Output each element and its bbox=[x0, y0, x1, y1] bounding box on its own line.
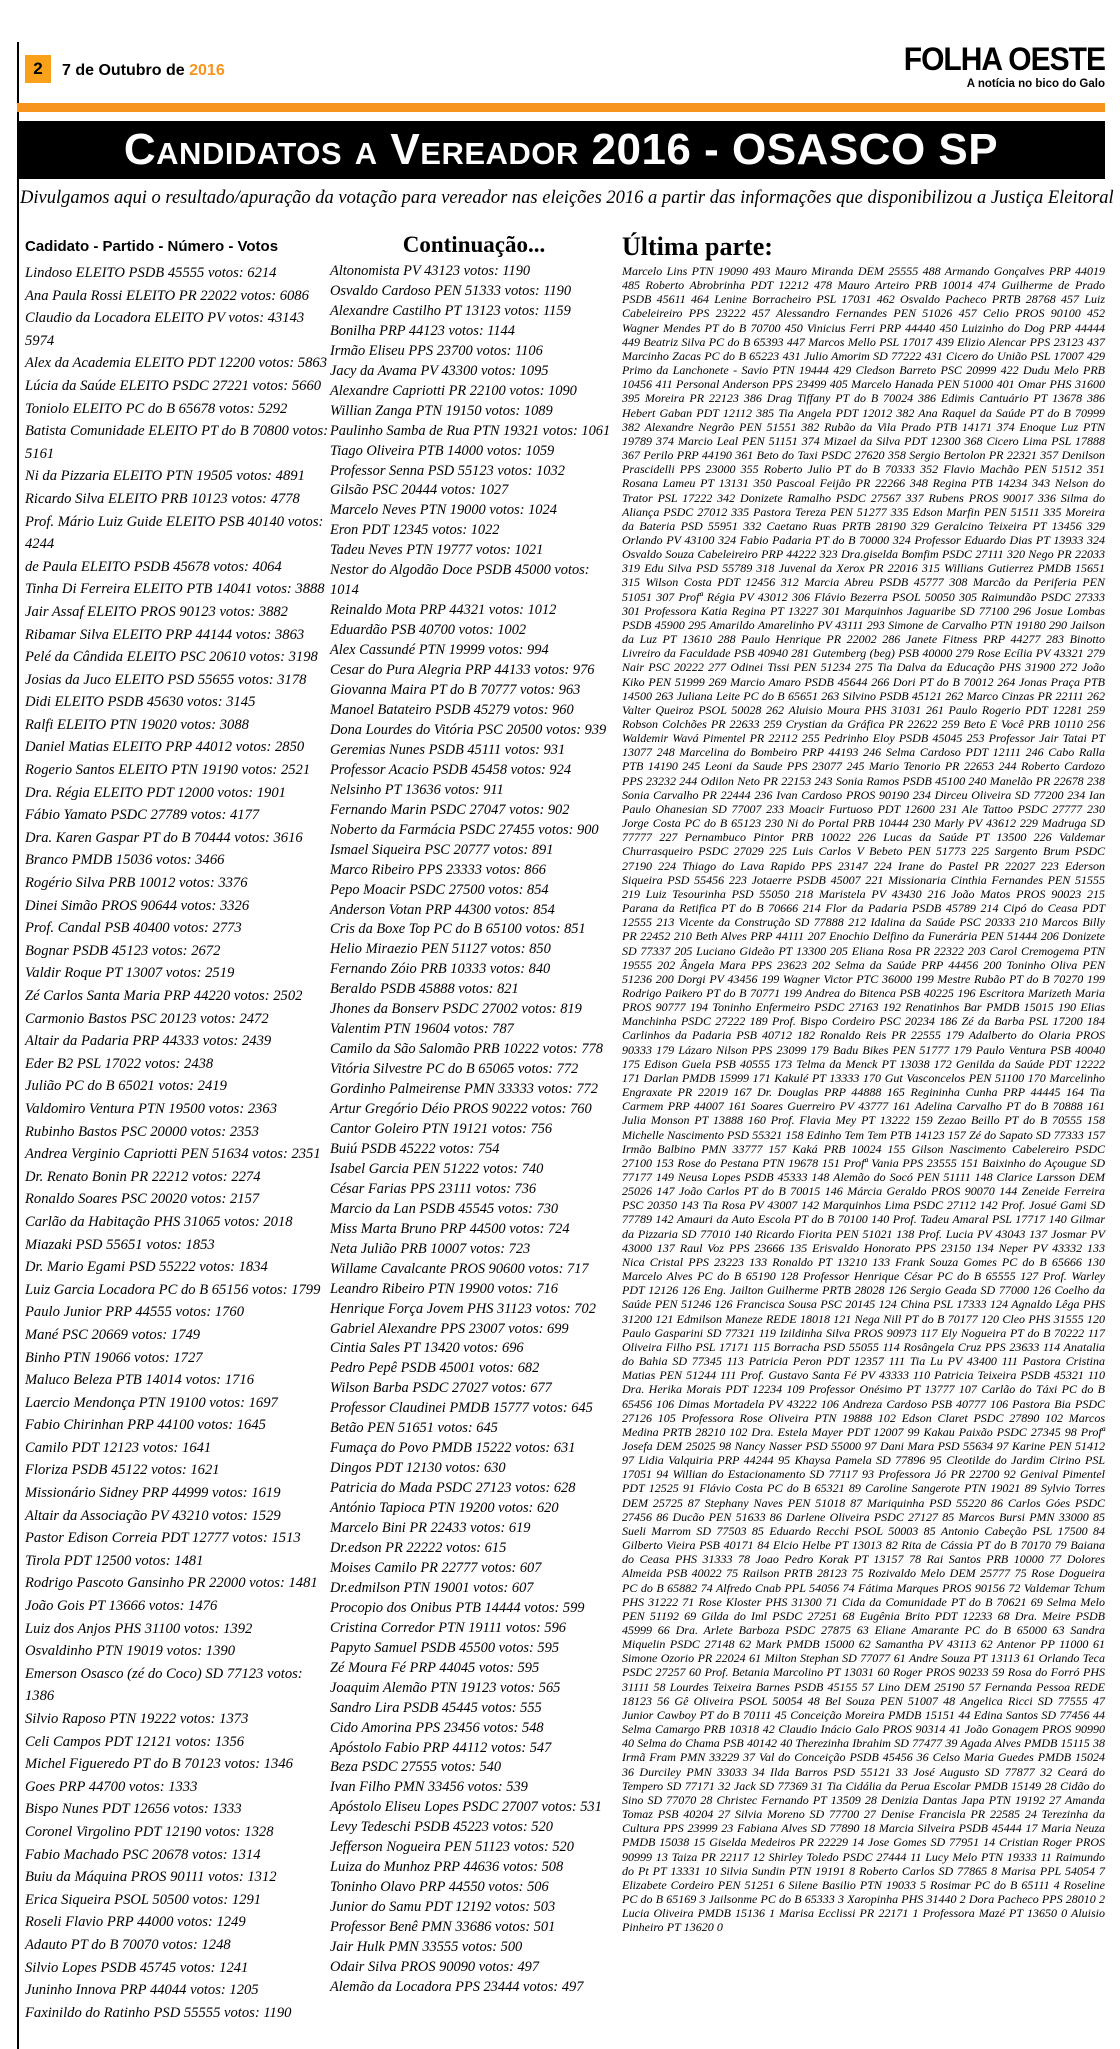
candidate-line: Dr.edmilson PTN 19001 votos: 607 bbox=[330, 1579, 534, 1596]
candidate-line: Batista Comunidade ELEITO PT do B 70800 votos: 5161 bbox=[25, 423, 329, 462]
date-text: 7 de Outubro de bbox=[62, 62, 190, 79]
candidate-line: Pedro Pepê PSDB 45001 votos: 682 bbox=[330, 1360, 540, 1377]
candidate-line: Cris da Boxe Top PC do B 65100 votos: 851 bbox=[330, 921, 586, 938]
candidate-line: Nelsinho PT 13636 votos: 911 bbox=[330, 781, 504, 798]
candidate-line: Noberto da Farmácia PSDC 27455 votos: 900 bbox=[330, 821, 599, 838]
candidate-line: Ronaldo Soares PSC 20020 votos: 2157 bbox=[25, 1191, 260, 1208]
candidate-line: Dr. Renato Bonin PR 22212 votos: 2274 bbox=[25, 1168, 261, 1185]
candidate-line: Fabio Chirinhan PRP 44100 votos: 1645 bbox=[25, 1417, 266, 1434]
column-results-1 bbox=[25, 232, 330, 2024]
candidate-line: Marcio da Lan PSDB 45545 votos: 730 bbox=[330, 1200, 559, 1217]
candidate-line: Marco Ribeiro PPS 23333 votos: 866 bbox=[330, 861, 546, 878]
candidate-line: Pastor Edison Correia PDT 12777 votos: 1513 bbox=[25, 1530, 301, 1547]
candidate-line: Zé Moura Fé PRP 44045 votos: 595 bbox=[330, 1659, 540, 1676]
candidate-line: Tadeu Neves PTN 19777 votos: 1021 bbox=[330, 542, 544, 559]
candidate-line: Camilo PDT 12123 votos: 1641 bbox=[25, 1439, 212, 1456]
candidate-line: Joaquim Alemão PTN 19123 votos: 565 bbox=[330, 1679, 561, 1696]
column3-header: Última parte: bbox=[622, 232, 773, 261]
candidate-line: Willame Cavalcante PROS 90600 votos: 717 bbox=[330, 1260, 589, 1277]
candidate-line: Didi ELEITO PSDB 45630 votos: 3145 bbox=[25, 694, 256, 711]
candidate-line: Henrique Força Jovem PHS 31123 votos: 702 bbox=[330, 1300, 596, 1317]
candidate-line: Coronel Virgolino PDT 12190 votos: 1328 bbox=[25, 1823, 274, 1840]
candidate-line: João Gois PT 13666 votos: 1476 bbox=[25, 1598, 218, 1615]
candidate-line: Cesar do Pura Alegria PRP 44133 votos: 976 bbox=[330, 662, 595, 679]
candidate-line: Roseli Flavio PRP 44000 votos: 1249 bbox=[25, 1914, 246, 1931]
candidate-line: Jefferson Nogueira PEN 51123 votos: 520 bbox=[330, 1839, 574, 1856]
candidate-line: Silvio Raposo PTN 19222 votos: 1373 bbox=[25, 1711, 249, 1727]
candidate-line: Cintia Sales PT 13420 votos: 696 bbox=[330, 1340, 524, 1357]
candidate-line: Professor Benê PMN 33686 votos: 501 bbox=[330, 1919, 556, 1936]
candidate-line: Levy Tedeschi PSDB 45223 votos: 520 bbox=[330, 1819, 553, 1836]
candidate-line: Marcelo Neves PTN 19000 votos: 1024 bbox=[330, 502, 557, 519]
candidate-line: Alexandre Castilho PT 13123 votos: 1159 bbox=[330, 302, 571, 319]
candidate-line: Alemão da Locadora PPS 23444 votos: 497 bbox=[330, 1978, 584, 1995]
candidate-line: Josias da Juco ELEITO PSD 55655 votos: 3178 bbox=[25, 671, 307, 688]
candidate-line: Floriza PSDB 45122 votos: 1621 bbox=[25, 1462, 220, 1479]
candidate-line: Buiú PSDB 45222 votos: 754 bbox=[330, 1140, 500, 1157]
candidate-line: Luiza do Munhoz PRP 44636 votos: 508 bbox=[330, 1859, 564, 1876]
candidate-line: Marcelo Bini PR 22433 votos: 619 bbox=[330, 1520, 531, 1537]
candidate-line: Laercio Mendonça PTN 19100 votos: 1697 bbox=[25, 1394, 278, 1411]
header-accent-bar bbox=[17, 103, 1105, 112]
masthead-tagline: A notícia no bico do Galo bbox=[966, 78, 1105, 90]
candidate-line: Dra. Régia ELEITO PDT 12000 votos: 1901 bbox=[25, 784, 286, 801]
candidate-line: Bonilha PRP 44123 votos: 1144 bbox=[330, 322, 515, 339]
column1-list bbox=[25, 262, 330, 2024]
candidate-line: de Paula ELEITO PSDB 45678 votos: 4064 bbox=[25, 558, 282, 575]
date-year: 2016 bbox=[189, 62, 225, 79]
candidate-line: Fumaça do Povo PMDB 15222 votos: 631 bbox=[330, 1440, 576, 1457]
candidate-line: Ni da Pizzaria ELEITO PTN 19505 votos: 4891 bbox=[25, 468, 305, 485]
candidate-line: Altair da Padaria PRP 44333 votos: 2439 bbox=[25, 1033, 272, 1050]
candidate-line: Lindoso ELEITO PSDB 45555 votos: 6214 bbox=[25, 265, 277, 281]
candidate-line: Artur Gregório Déio PROS 90222 votos: 760 bbox=[330, 1101, 592, 1118]
candidate-line: Tinha Di Ferreira ELEITO PTB 14041 votos: 3888 bbox=[25, 581, 325, 598]
candidate-line: Osvaldo Cardoso PEN 51333 votos: 1190 bbox=[330, 282, 572, 299]
candidate-line: Ribamar Silva ELEITO PRP 44144 votos: 3863 bbox=[25, 626, 305, 643]
candidate-line: Branco PMDB 15036 votos: 3466 bbox=[25, 852, 225, 869]
candidate-line: Fernando Marin PSDC 27047 votos: 902 bbox=[330, 801, 570, 818]
candidate-line: César Farias PPS 23111 votos: 736 bbox=[330, 1180, 537, 1197]
column2-list bbox=[330, 262, 618, 1998]
candidate-line: Jhones da Bonserv PSDC 27002 votos: 819 bbox=[330, 1001, 582, 1018]
candidate-line: Dr. Mario Egami PSD 55222 votos: 1834 bbox=[25, 1259, 268, 1276]
candidate-line: Ricardo Silva ELEITO PRB 10123 votos: 4778 bbox=[25, 490, 300, 507]
candidate-line: Giovanna Maira PT do B 70777 votos: 963 bbox=[330, 682, 581, 699]
candidate-line: Jair Hulk PMN 33555 votos: 500 bbox=[330, 1939, 523, 1956]
section-subtitle: Divulgamos aqui o resultado/apuração da votação para vereador nas eleições 2016 a partir das informações que disponibilizou a Justiça Eleitoral bbox=[20, 188, 1114, 208]
column1-header: Cadidato - Partido - Número - Votos bbox=[25, 238, 279, 255]
candidate-line: Fabio Machado PSC 20678 votos: 1314 bbox=[25, 1846, 261, 1863]
candidate-line: Goes PRP 44700 votos: 1333 bbox=[25, 1778, 198, 1795]
candidate-line: Valentim PTN 19604 votos: 787 bbox=[330, 1021, 514, 1038]
candidate-line: Dingos PDT 12130 votos: 630 bbox=[330, 1460, 506, 1477]
candidate-line: Valdomiro Ventura PTN 19500 votos: 2363 bbox=[25, 1100, 278, 1117]
candidate-line: Ismael Siqueira PSC 20777 votos: 891 bbox=[330, 841, 554, 858]
candidate-line: Bispo Nunes PDT 12656 votos: 1333 bbox=[25, 1801, 242, 1818]
candidate-line: Professor Senna PSD 55123 votos: 1032 bbox=[330, 462, 565, 479]
candidate-line: Eder B2 PSL 17022 votos: 2438 bbox=[25, 1055, 214, 1072]
candidate-line: Geremias Nunes PSDB 45111 votos: 931 bbox=[330, 741, 566, 758]
section-title: Candidatos a Vereador 2016 - OSASCO SP bbox=[123, 125, 999, 174]
candidate-line: Helio Miraezio PEN 51127 votos: 850 bbox=[330, 941, 551, 958]
candidate-line: Altonomista PV 43123 votos: 1190 bbox=[330, 263, 531, 279]
candidate-line: Prof. Mário Luiz Guide ELEITO PSB 40140 votos: 4244 bbox=[25, 513, 324, 553]
candidate-line: Vitória Silvestre PC do B 65065 votos: 772 bbox=[330, 1061, 579, 1078]
candidate-line: Eduardão PSB 40700 votos: 1002 bbox=[330, 622, 527, 639]
candidate-line: Sandro Lira PSDB 45445 votos: 555 bbox=[330, 1699, 542, 1716]
candidate-line: Silvio Lopes PSDB 45745 votos: 1241 bbox=[25, 1959, 249, 1976]
candidate-line: Rogério Silva PRB 10012 votos: 3376 bbox=[25, 875, 248, 892]
candidate-line: Professor Acacio PSDB 45458 votos: 924 bbox=[330, 761, 572, 778]
candidate-line: Rodrigo Pascoto Gansinho PR 22000 votos: 1481 bbox=[25, 1575, 318, 1592]
candidate-line: Eron PDT 12345 votos: 1022 bbox=[330, 522, 500, 539]
candidate-line: Dr.edson PR 22222 votos: 615 bbox=[330, 1540, 507, 1556]
candidate-line: Jacy da Avama PV 43300 votos: 1095 bbox=[330, 362, 549, 379]
candidate-line: Patricia do Mada PSDC 27123 votos: 628 bbox=[330, 1480, 576, 1497]
candidate-line: Ivan Filho PMN 33456 votos: 539 bbox=[330, 1779, 528, 1796]
candidate-line: Alex Cassundé PTN 19999 votos: 994 bbox=[330, 642, 549, 659]
candidate-line: Lúcia da Saúde ELEITO PSDC 27221 votos: 5660 bbox=[25, 377, 322, 394]
candidate-line: Luiz dos Anjos PHS 31100 votos: 1392 bbox=[25, 1620, 253, 1637]
candidate-line: Carlão da Habitação PHS 31065 votos: 2018 bbox=[25, 1213, 293, 1230]
candidate-line: Dona Lourdes do Vitória PSC 20500 votos: 939 bbox=[330, 721, 607, 738]
candidate-line: Papyto Samuel PSDB 45500 votos: 595 bbox=[330, 1639, 560, 1656]
candidate-line: Junior do Samu PDT 12192 votos: 503 bbox=[330, 1899, 556, 1916]
candidate-line: Tirola PDT 12500 votos: 1481 bbox=[25, 1552, 204, 1569]
candidate-line: Jair Assaf ELEITO PROS 90123 votos: 3882 bbox=[25, 603, 288, 620]
dateline bbox=[62, 62, 225, 80]
candidate-line: Andrea Verginio Capriotti PEN 51634 votos: 2351 bbox=[25, 1146, 321, 1163]
candidate-line: Alexandre Capriotti PR 22100 votos: 1090 bbox=[330, 382, 577, 399]
candidate-line: Camilo da São Salomão PRB 10222 votos: 778 bbox=[330, 1041, 604, 1058]
candidate-line: Paulinho Samba de Rua PTN 19321 votos: 1061 bbox=[330, 422, 611, 439]
candidate-line: Isabel Garcia PEN 51222 votos: 740 bbox=[330, 1160, 544, 1177]
candidate-line: Michel Figueredo PT do B 70123 votos: 1346 bbox=[25, 1756, 293, 1773]
candidate-line: Juninho Innova PRP 44044 votos: 1205 bbox=[25, 1982, 259, 1999]
candidate-line: Carmonio Bastos PSC 20123 votos: 2472 bbox=[25, 1010, 269, 1027]
candidate-line: Alex da Academia ELEITO PDT 12200 votos: 5863 bbox=[25, 355, 327, 372]
candidate-line: Missionário Sidney PRP 44999 votos: 1619 bbox=[25, 1485, 281, 1502]
candidate-line: Cantor Goleiro PTN 19121 votos: 756 bbox=[330, 1120, 553, 1137]
candidate-line: Luiz Garcia Locadora PC do B 65156 votos: 1799 bbox=[25, 1281, 321, 1298]
candidate-line: Betão PEN 51651 votos: 645 bbox=[330, 1420, 498, 1437]
candidate-line: Faxinildo do Ratinho PSD 55555 votos: 1190 bbox=[25, 2004, 292, 2021]
candidate-line: Fábio Yamato PSDC 27789 votos: 4177 bbox=[25, 807, 260, 824]
candidate-line: Dinei Simão PROS 90644 votos: 3326 bbox=[25, 897, 250, 914]
candidate-line: Julião PC do B 65021 votos: 2419 bbox=[25, 1078, 227, 1095]
candidate-line: Daniel Matias ELEITO PRP 44012 votos: 2850 bbox=[25, 739, 305, 756]
candidate-line: Ralfi ELEITO PTN 19020 votos: 3088 bbox=[25, 716, 249, 733]
candidate-line: Miazaki PSD 55651 votos: 1853 bbox=[25, 1236, 215, 1253]
candidate-line: António Tapioca PTN 19200 votos: 620 bbox=[330, 1500, 559, 1517]
candidate-line: Emerson Osasco (zé do Coco) SD 77123 votos: 1386 bbox=[25, 1665, 303, 1705]
candidate-line: Altair da Associação PV 43210 votos: 1529 bbox=[25, 1507, 281, 1524]
candidate-line: Binho PTN 19066 votos: 1727 bbox=[25, 1349, 203, 1366]
candidate-line: Pelé da Cândida ELEITO PSC 20610 votos: 3198 bbox=[25, 649, 318, 666]
candidate-line: Mané PSC 20669 votos: 1749 bbox=[25, 1326, 201, 1343]
candidate-line: Leandro Ribeiro PTN 19900 votos: 716 bbox=[330, 1280, 558, 1297]
page-number: 2 bbox=[33, 59, 43, 78]
candidate-line: Zé Carlos Santa Maria PRP 44220 votos: 2502 bbox=[25, 988, 303, 1004]
candidate-line: Valdir Roque PT 13007 votos: 2519 bbox=[25, 965, 235, 982]
candidate-line: Toninho Olavo PRP 44550 votos: 506 bbox=[330, 1879, 549, 1896]
candidate-line: Beza PSDC 27555 votos: 540 bbox=[330, 1759, 502, 1776]
candidate-line: Gordinho Palmeirense PMN 33333 votos: 772 bbox=[330, 1081, 598, 1098]
candidate-line: Prof. Candal PSB 40400 votos: 2773 bbox=[25, 920, 242, 937]
candidate-line: Tiago Oliveira PTB 14000 votos: 1059 bbox=[330, 442, 555, 459]
candidate-line: Rogerio Santos ELEITO PTN 19190 votos: 2521 bbox=[25, 762, 311, 779]
masthead-title: FOLHA OESTE bbox=[903, 42, 1105, 78]
candidate-line: Willian Zanga PTN 19150 votos: 1089 bbox=[330, 402, 553, 419]
candidate-line: Cristina Corredor PTN 19111 votos: 596 bbox=[330, 1619, 566, 1636]
candidate-line: Ana Paula Rossi ELEITO PR 22022 votos: 6086 bbox=[25, 287, 309, 304]
candidate-line: Apóstolo Eliseu Lopes PSDC 27007 votos: 531 bbox=[330, 1799, 602, 1816]
candidate-line: Moises Camilo PR 22777 votos: 607 bbox=[330, 1559, 542, 1576]
left-page-rule bbox=[17, 42, 19, 2049]
candidate-line: Bognar PSDB 45123 votos: 2672 bbox=[25, 942, 221, 959]
candidate-line: Rubinho Bastos PSC 20000 votos: 2353 bbox=[25, 1123, 259, 1140]
candidate-line: Professor Claudinei PMDB 15777 votos: 645 bbox=[330, 1400, 593, 1417]
candidate-line: Nestor do Algodão Doce PSDB 45000 votos: 1014 bbox=[330, 562, 590, 599]
candidate-line: Anderson Votan PRP 44300 votos: 854 bbox=[330, 901, 555, 918]
column-results-3 bbox=[622, 232, 1105, 1934]
candidate-line: Adauto PT do B 70070 votos: 1248 bbox=[25, 1936, 231, 1953]
page-number-badge bbox=[25, 55, 51, 83]
candidate-line: Gabriel Alexandre PPS 23007 votos: 699 bbox=[330, 1320, 569, 1337]
column-results-2 bbox=[330, 232, 618, 1998]
candidate-line: Manoel Batateiro PSDB 45279 votos: 960 bbox=[330, 701, 574, 718]
section-banner bbox=[17, 121, 1105, 179]
candidate-line: Procopio dos Onibus PTB 14444 votos: 599 bbox=[330, 1599, 585, 1616]
candidate-line: Reinaldo Mota PRP 44321 votos: 1012 bbox=[330, 602, 557, 619]
candidate-line: Osvaldinho PTN 19019 votos: 1390 bbox=[25, 1643, 235, 1660]
candidate-line: Celi Campos PDT 12121 votos: 1356 bbox=[25, 1733, 245, 1750]
candidate-line: Paulo Junior PRP 44555 votos: 1760 bbox=[25, 1304, 245, 1321]
candidate-line: Claudio da Locadora ELEITO PV votos: 43143 5974 bbox=[25, 310, 305, 349]
candidate-line: Beraldo PSDB 45888 votos: 821 bbox=[330, 981, 519, 998]
candidate-line: Toniolo ELEITO PC do B 65678 votos: 5292 bbox=[25, 400, 288, 417]
candidate-line: Cido Amorina PPS 23456 votos: 548 bbox=[330, 1719, 544, 1736]
column3-paragraph: Marcelo Lins PTN 19090 493 Mauro Miranda DEM 25555 488 Armando Gonçalves PRP 44019 485 Roberto Abrobrinha PDT 12212 478 Mauro Arteiro PRB 10014 474 Guilherme de Prado PSDB 45611 464 Lenine Borracheiro PSL 17031 462 Osvaldo Pacheco PRTB 28768 457 Luiz Cabeleireiro PPS 23222 457 Alessandro Fernandes PEN 51026 457 Celio PROS 90100 452 Wagner Mendes PT do B 70700 450 Vinicius Ferri PRP 44440 450 Luizinho do Dog PRP 44444 449 Beatriz Silva PC do B 65393 447 Marcos Mello PSL 17017 439 Elizio Alencar PPS 23123 437 Marcinho Zacas PC do B 65223 431 Julio Amorim SD 77222 431 Cicero do União PSL 17007 429 Primo da Lanchonete - Savio PTN 19444 429 Cledson Barreto PSC 20999 422 Dudu Melo PRB 10456 411 Personal Anderson PPS 23499 405 Marcelo Hanada PEN 51000 401 Omar PHS 31600 395 Moreira PR 22123 386 Drag Tiffany PT do B 70024 386 Edimis Cantuário PT 13678 386 Hebert Gaban PDT 12112 385 Tia Angela PDT 12012 382 Ana Raquel da Saúde PT do B 70999 382 Alexandre Negrão PEN 51551 382 Rubão da Vila Prado PTB 14171 374 Enoque Luz PTN 19789 374 Marcio Leal PEN 51151 374 Mizael da Silva PDT 12300 368 Cicero Lima PSL 17888 367 Perilo PRP 44190 361 Beto do Taxi PSDC 27620 358 Sergio Bertolon PR 22321 357 Denilson Prascidelli PPS 23000 355 Roberto Julio PT do B 70333 352 Flavio Machão PEN 51512 351 Rosana Lameu PT 13131 350 Pascoal Feijão PR 22266 348 Regina PTB 14234 343 Nelson do Trator PSL 17222 342 Donizete Ramalho PSDC 27567 337 Rubens PROS 90017 336 Silma do Aliança PSDC 27012 335 Pastora Tereza PEN 51277 335 Edson Marfin PEN 51511 335 Moreira da Bateria PSD 55951 332 Caetano Ruas PRTB 28190 329 Geralcino Teixeira PT 13456 329 Orlando PV 43100 324 Fabio Padaria PT do B 70000 324 Professor Eduardo Dias PT 13933 324 Osvaldo Souza Cabeleireiro PRP 44222 323 Dra.giselda Bomfim PSDC 27111 320 Nego PR 22033 319 Edu Silva PSD 55789 318 Juvenal da Xerox PR 22016 315 Willians Gutierrez PMDB 15651 315 Wilson Costa PDT 12456 312 Marcia Abreu PSDB 45777 308 Marcão da Periferia PEN 51051 307 Profª Régia PV 43012 306 Flávio Bezerra PSOL 50050 305 Raimundão PSDC 27333 301 Professora Katia Regina PT 13227 301 Marquinhos Jaguaribe SD 77100 296 Josue Lombas PSDB 45900 295 Amarildo Amarelinho PV 43111 293 Simone de Carvalho PTN 19180 290 Jailson da Luz PT 13610 288 Paulo Henrique PR 22002 286 Janete Fitness PRP 44277 283 Binotto Livreiro da Faculdade PSB 40940 281 Gutemberg (beg) PSB 40000 279 Rose Ecília PV 43321 279 Nair PSC 20222 277 Odinei Tissi PEN 51234 275 Tia Dalva da Educação PHS 31900 272 João Kiko PEN 51999 269 Marcio Amaro PSDB 45644 266 Dori PT do B 70012 264 Jonas Praça PTB 14500 263 Juliana Leite PC do B 65651 263 Silvino PSDB 45121 262 Marco Cinzas PR 22111 262 Valter Queiroz PSOL 50028 262 Aluisio Moura PHS 31031 261 Paulo Rogerio PDT 12281 259 Robson Colchões PR 22633 259 Crystian da Gráfica PR 22622 259 Beto E Você PRB 10110 256 Waldemir Wavá Pimentel PR 22112 255 Pedrinho Eloy PSDB 45045 253 Professor Jair Tatai PT 13077 248 Marcelina do Bombeiro PRP 44193 246 Selma Cardoso PDT 12111 246 Cabo Ralla PTB 14190 245 Leoni da Saude PPS 23077 245 Mario Tenorio PR 22653 244 Roberto Cardozo PPS 23232 244 Odilon Neto PR 22153 243 Sonia Ramos PSDB 45100 240 Manelão PR 22678 238 Sonia Carvalho PR 22444 236 Ivan Cardoso PROS 90190 234 Dirceu Oliveira SD 77200 234 Ian Paulo Ohanesian SD 77007 233 Moacir Furtuoso PDT 12600 231 Ale Tattoo PSDC 27777 230 Jorge Costa PC do B 65123 230 Ni do Portal PRB 10444 230 Marly PV 43612 229 Madruga SD 77777 227 Pernambuco Pintor PRB 10022 226 Lucas da Saúde PT 13500 226 Valdemar Churrasqueiro PSDC 27029 225 Luis Carlos V Bebeto PEN 51773 225 Sargento Brum PSDC 27190 224 Thiago do Lava Rapido PPS 23147 224 Irane do Pastel PR 22027 223 Ederson Siqueira PSD 55456 223 Jotaerre PSDB 45007 221 Missionaria Cinthia Fernandes PEN 51555 219 Luiz Tesourinha PSD 55050 218 Maristela PV 43430 216 João Matos PROS 90023 215 Parana da Retifica PT do B 70666 214 Flor da Padaria PSDB 45789 214 Cipó do Ceasa PDT 12555 213 Vicente da Construção SD 77888 212 Idalina da Saúde PSC 20333 210 Marcos Billy PR 22452 210 Beth Alves PRP 44111 207 Enochio Delfino da Funerária PEN 51444 206 Donizete SD 77337 205 Luciano Gideão PT 13300 205 Eliana Rosa PR 22322 203 Carol Cremogema PTN 19555 202 Ângela Mara PPS 23623 202 Selma da Saúde PRP 44456 200 Toninho Oliva PEN 51236 200 Dorgi PV 43456 199 Wagner Victor PTC 36000 199 Mestre Rubão PT do B 70270 199 Rodrigo Paikero PT do B 70771 199 Andrea do Bitenca PSB 40225 196 Escritora Marizeth Maria PROS 90777 194 Toninho Enfermeiro PSDC 27163 192 Renatinhos Bar PMDB 15015 190 Elias Manchinha PSDC 27222 189 Prof. Bispo Cordeiro PSC 20234 186 Zé da Barba PSL 17200 184 Carlinhos da Padaria PSB 40712 182 Ronaldo Reis PR 22555 179 Adalberto do Olaria PROS 90333 179 Lázaro Nilson PPS 23099 179 Badu Bikes PEN 51777 179 Paulo Ventura PSB 40040 175 Edison Guela PSB 40555 173 Telma da Menck PT 13038 172 Genilda da Saúde PDT 12222 171 Darlan PMDB 15999 171 Kakulé PT 13333 170 Gut Vasconcelos PEN 51100 170 Marcelinho Engraxate PR 22019 167 Dr. Douglas PRP 44888 165 Regininha Cunha PRP 44445 164 Tia Carmem PRP 44007 161 Soares Guerreiro PV 43777 161 Adelina Carvalho PT do B 70888 161 Julia Monson PT 13888 160 Prof. Flavia Mey PT 13222 159 Zezao Beillo PT do B 70555 158 Michelle Nascimento PSD 55321 158 Edinho Tem Tem PTB 14123 157 Zé do Sapato SD 77333 157 Irmão Balbino PMN 33777 157 Kaká PRB 10024 155 Gilson Nascimento Cabelereiro PSDC 27100 153 Rose do Pestana PTN 19678 151 Profª Vania PPS 23555 151 Baixinho do Açougue SD 77177 149 Neusa Lopes PSDB 45333 148 Alemão do Socó PEN 51111 148 Clarice Larsson DEM 25026 147 João Carlos PT do B 70015 146 Márcia Geraldo PROS 90070 144 Zeneide Ferreira PSC 20350 143 Tia Rosa PV 43007 142 Marquinhos Lima PSDC 27112 142 Prof. Josué Gami SD 77789 142 Amauri da Auto Escola PT do B 70100 140 Prof. Tadeu Amaral PSL 17717 140 Gilmar da Pizzaria SD 77010 140 Ricardo Fiorita PEN 51021 138 Prof. Lucia PV 43043 137 Josmar PV 43000 137 Raul Voz PPS 23666 135 Erisvaldo Honorato PPS 23150 134 Neper PV 43332 133 Nica Cristal PPS 23223 133 Ronaldo PT 13210 133 Frank Souza Gomes PC do B 65666 130 Marcelo Alves PC do B 65190 128 Professor Henrique César PC do B 65555 127 Prof. Warley PDT 12126 126 Eng. Jailton Guilherme PRTB 28028 126 Sergio Geada SD 77000 126 Coelho da Saúde PEN 51246 126 Francisca Sousa PSC 20145 124 China PSL 17333 124 Agnaldo Lêga PHS 31200 121 Edmilson Maneze REDE 18018 121 Nega Nill PT do B 70177 120 Cleo PHS 31555 120 Paulo Gasparini SD 77321 119 Izildinha Silva PROS 90973 117 Ely Nogueira PT do B 70222 117 Oliveira Filho PSL 17171 115 Borracha PSD 55055 114 Rosângela Cruz PPS 23633 114 Anatalia do Bahia SD 77345 113 Patricia Peron PDT 12357 111 Tia Lu PV 43400 111 Pastora Cristina Matias PEN 51244 111 Prof. Gustavo Santa Fé PV 43333 110 Patricia Teixeira PSDB 45321 110 Dra. Herika Morais PDT 12234 109 Professor Onésimo PT 13777 107 Carlão do Táxi PC do B 65456 106 Dimas Mortadela PV 43222 106 Andreza Cardoso PSB 40777 106 Pastora Bia PSDC 27126 105 Professora Rose Oliveira PTN 19888 102 Edson Claret PSDC 27890 102 Marcos Medina PRTB 28210 102 Dra. Estela Mayer PDT 12007 99 Kakau Paixão PSDC 27345 98 Profª Josefa DEM 25025 98 Nancy Nasser PSD 55000 97 Dani Mara PSD 55634 97 Karine PEN 51412 97 Lidia Valquiria PRP 44244 95 Khaysa Pamela SD 77896 95 Cleotilde do Jardim Cirino PSL 17051 94 Willian do Estacionamento SD 77117 93 Professora Jó PR 22700 92 Genival Pimentel PDT 12525 91 Flávio Costa PC do B 65321 89 Caroline Sangerote PTN 19021 89 Sylvio Torres DEM 25725 87 Stephany Naves PEN 51018 87 Mariquinha PSD 55220 86 Carlos Góes PSDC 27456 86 Ducão PEN 51633 86 Darlene Oliveira PSDC 27127 85 Marcos Bursi PMN 33000 85 Sueli Marrom SD 77503 85 Eduardo Recchi PSOL 50003 85 Antonio Cabeção PSL 17500 84 Gilberto Vieira PSB 40171 84 Elcio Helbe PT 13013 82 Rita de Cássia PT do B 70170 79 Baiana do Ceasa PHS 31333 78 Joao Pedro Korak PT 13157 78 Rai Santos PRB 10000 77 Dolores Almeida PSB 40022 75 Railson PRTB 28123 75 Rozivaldo Melo DEM 25777 75 Rose Dogueira PC do B 65882 74 Alfredo Cnab PPL 54056 74 Fátima Marques PROS 90156 72 Valdemar Tchum PHS 31222 71 Rose Kloster PHS 31300 71 Cida da Comunidade PT do B 70621 69 Selma Melo PEN 51192 69 Gilda do Iml PSDC 27251 68 Eugênia Brito PDT 12233 68 Dra. Meire PSDB 45999 66 Dra. Arlete Barboza PSDC 27875 63 Eliane Amarante PC do B 65000 63 Sandra Miquelin PSDC 27148 62 Mark PMDB 15000 62 Samantha PV 43113 62 Antenor PP 11000 61 Simone Ozorio PR 22024 61 Milton Stephan SD 77077 61 Andre Souza PT 13113 61 Orlando Teca PSDC 27257 60 Prof. Betania Marcolino PT 13031 60 Roger PROS 90233 59 Rosa do Forró PHS 31111 58 Lourdes Teixeira Barnes PSDB 45155 57 Lino DEM 25190 57 Fernanda Pessoa REDE 18123 56 Gê Oliveira PSOL 50054 48 Bel Souza PEN 51007 48 Angelica Ricci SD 77555 47 Junior Cawboy PT do B 70111 45 Conceição Moreira PMDB 15151 44 Edina Santos SD 77456 44 Selma Camargo PRB 10318 42 Claudio Inácio Galo PROS 90314 41 João Gonagem PROS 90990 40 Selma do Chama PSB 40142 40 Therezinha Ibrahim SD 77477 39 Agada Alves PMDB 15115 38 Irmã Fram PMN 33229 37 Val do Conceição PSDB 45456 36 Celso Maria Guedes PMDB 15024 36 Durciley PMN 33033 34 Ilda Barros PSD 55121 33 José Augusto SD 77877 32 Ceará do Tempero SD 77171 32 Jack SD 77369 31 Tia Cidália da Perua Escolar PMDB 15149 28 Cidão do Sino SD 77070 28 Christec Fernando PT 13509 28 Denizia Dantas Japa PTN 19192 27 Amanda Tomaz PSB 40204 27 Silvia Moreno SD 77700 27 Denise Francisla PR 22585 24 Terezinha da Cultura PPS 23999 23 Fabiana Alves SD 77890 18 Marcia Silveira PSDB 45444 17 Maria Neuza PMDB 15038 15 Giselda Medeiros PR 22229 14 Jose Gomes SD 77951 14 Cristian Roger PROS 90999 13 Taiza PR 22117 12 Shirley Toledo PSDC 27444 11 Lucy Melo PTN 19333 11 Raimundo do Pt PT 13331 10 Silvia Sundin PTN 19191 8 Roberto Carlos SD 77865 8 Marisa PPL 54054 7 Elizabete Cordeiro PEN 51251 6 Silene Basilio PTN 19033 5 Rosimar PC do B 65111 4 Roseline PC do B 65169 3 Jailsonme PC do B 65333 3 Xaropinha PHS 31440 2 Dora Pacheco PPS 28010 2 Lucia Oliveira PMDB 15136 1 Marisa Ecclissi PR 22171 1 Professora Mazé PT 13650 0 Aluisio Pinheiro PT 13620 0 bbox=[622, 264, 1105, 1935]
candidate-line: Buiu da Máquina PROS 90111 votos: 1312 bbox=[25, 1869, 277, 1886]
candidate-line: Dra. Karen Gaspar PT do B 70444 votos: 3616 bbox=[25, 829, 303, 846]
candidate-line: Apóstolo Fabio PRP 44112 votos: 547 bbox=[330, 1739, 552, 1756]
candidate-line: Wilson Barba PSDC 27027 votos: 677 bbox=[330, 1380, 552, 1397]
candidate-line: Pepo Moacir PSDC 27500 votos: 854 bbox=[330, 881, 549, 898]
candidate-line: Neta Julião PRB 10007 votos: 723 bbox=[330, 1240, 531, 1257]
candidate-line: Fernando Zóio PRB 10333 votos: 840 bbox=[330, 961, 551, 978]
column2-header: Continuação... bbox=[402, 232, 546, 257]
candidate-line: Gilsão PSC 20444 votos: 1027 bbox=[330, 482, 509, 499]
candidate-line: Erica Siqueira PSOL 50500 votos: 1291 bbox=[25, 1891, 262, 1908]
candidate-line: Odair Silva PROS 90090 votos: 497 bbox=[330, 1959, 540, 1976]
candidate-line: Miss Marta Bruno PRP 44500 votos: 724 bbox=[330, 1220, 570, 1237]
candidate-line: Maluco Beleza PTB 14014 votos: 1716 bbox=[25, 1372, 255, 1389]
candidate-line: Irmão Eliseu PPS 23700 votos: 1106 bbox=[330, 342, 543, 359]
